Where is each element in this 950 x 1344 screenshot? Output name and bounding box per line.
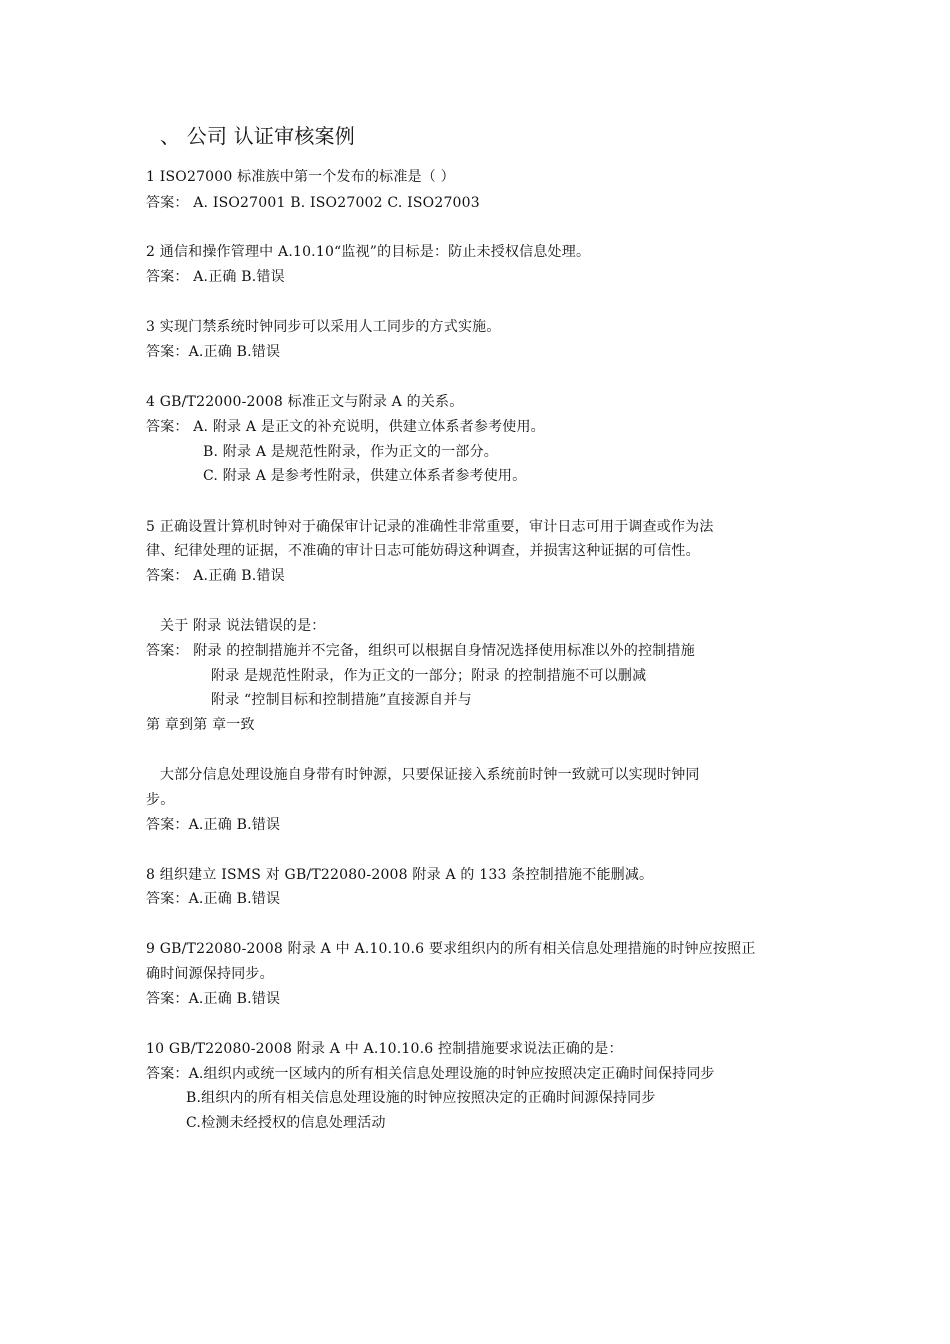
- answer-2: 答案： A.正确 B.错误: [146, 269, 285, 285]
- answer-1: 答案： A. ISO27001 B. ISO27002 C. ISO27003: [146, 195, 480, 211]
- answer-9: 答案：A.正确 B.错误: [146, 991, 281, 1007]
- answer-10b: B.组织内的所有相关信息处理设施的时钟应按照决定的正确时间源保持同步: [186, 1090, 656, 1106]
- question-2: 2 通信和操作管理中 A.10.10“监视”的目标是：防止未授权信息处理。: [146, 244, 591, 260]
- answer-5: 答案： A.正确 B.错误: [146, 568, 285, 584]
- answer-10c: C.检测未经授权的信息处理活动: [186, 1115, 386, 1131]
- question-5-line-2: 律、纪律处理的证据，不准确的审计日志可能妨碍这种调查，并损害这种证据的可信性。: [146, 543, 700, 559]
- question-9-line-2: 确时间源保持同步。: [146, 966, 274, 982]
- answer-6-line-4: 第 章到第 章一致: [146, 717, 255, 733]
- answer-6-line-3: 附录 “控制目标和控制措施”直接源自并与: [211, 692, 472, 708]
- answer-4c: C. 附录 A 是参考性附录，供建立体系者参考使用。: [203, 468, 527, 484]
- answer-8: 答案：A.正确 B.错误: [146, 891, 281, 907]
- question-5-line-1: 5 正确设置计算机时钟对于确保审计记录的准确性非常重要，审计日志可用于调查或作为法: [146, 519, 714, 535]
- answer-3: 答案：A.正确 B.错误: [146, 344, 281, 360]
- question-4: 4 GB/T22000-2008 标准正文与附录 A 的关系。: [146, 394, 464, 410]
- question-9-line-1: 9 GB/T22080-2008 附录 A 中 A.10.10.6 要求组织内的所有相关信息处理措施的时钟应按照正: [146, 941, 756, 957]
- question-3: 3 实现门禁系统时钟同步可以采用人工同步的方式实施。: [146, 319, 501, 335]
- answer-6-line-1: 答案： 附录 的控制措施并不完备，组织可以根据自身情况选择使用标准以外的控制措施: [146, 643, 695, 659]
- answer-7: 答案：A.正确 B.错误: [146, 817, 281, 833]
- answer-4a: 答案： A. 附录 A 是正文的补充说明，供建立体系者参考使用。: [146, 419, 545, 435]
- question-7-line-2: 步。: [146, 792, 175, 808]
- question-8: 8 组织建立 ISMS 对 GB/T22080-2008 附录 A 的 133 条控制措施不能删减。: [146, 867, 654, 883]
- answer-6-line-2: 附录 是规范性附录，作为正文的一部分；附录 的控制措施不可以删减: [211, 668, 647, 684]
- document-title: 、 公司 认证审核案例: [160, 124, 355, 148]
- question-10: 10 GB/T22080-2008 附录 A 中 A.10.10.6 控制措施要求说法正确的是：: [146, 1041, 623, 1057]
- question-1: 1 ISO27000 标准族中第一个发布的标准是（ ）: [146, 169, 455, 185]
- question-7-line-1: 大部分信息处理设施自身带有时钟源，只要保证接入系统前时钟一致就可以实现时钟同: [160, 767, 700, 783]
- answer-10a: 答案：A.组织内或统一区域内的所有相关信息处理设施的时钟应按照决定正确时间保持同步: [146, 1066, 715, 1082]
- answer-4b: B. 附录 A 是规范性附录，作为正文的一部分。: [203, 444, 498, 460]
- question-6: 关于 附录 说法错误的是：: [160, 618, 326, 634]
